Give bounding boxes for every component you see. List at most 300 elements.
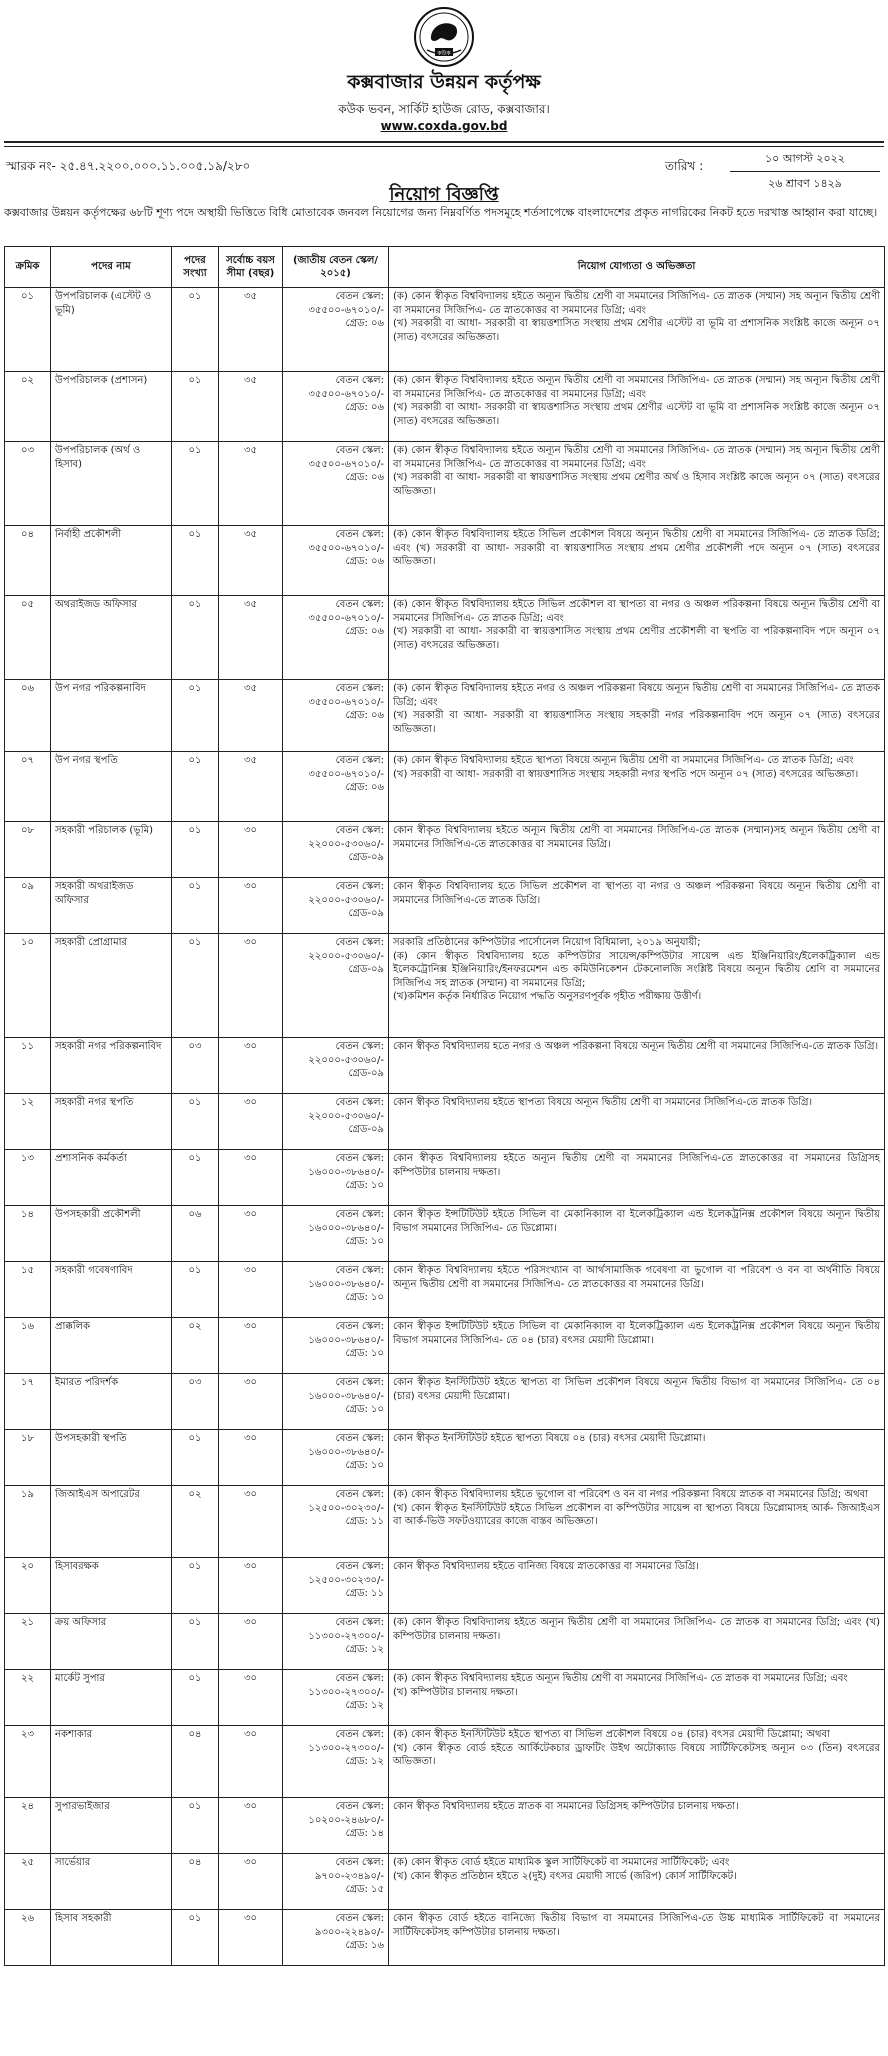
pay-scale-line: গ্রেড: ১৫ [345, 1884, 384, 1895]
pay-scale-line: ১৬০০০-৩৮৬৪০/- [308, 1278, 384, 1290]
row-post-name: মার্কেট সুপার [51, 1670, 172, 1726]
pay-scale-line: ১২৫০০-৩০২৩০/- [308, 1502, 384, 1514]
row-max-age: ৩০ [219, 1798, 283, 1854]
row-post-count: ০১ [172, 878, 219, 934]
requirement-paragraph: (খ) কোন স্বীকৃত ইনস্টিটিউট হইতে সিভিল প্রকৌশল বা কম্পিউটার সায়েন্স বা স্থাপত্য বিষয়ে ডিপ্লোমাসহ আর্ক- জিআইএস বা আর্ক-ভিউ সফটওয়্যারের কাজে বাস্তব অভিজ্ঞতা। [393, 1502, 880, 1527]
requirement-paragraph: (খ) সরকারী বা আধা- সরকারী বা স্বায়ত্তশাসিত সংস্থায় প্রথম শ্রেণীর প্রকৌশলী বা স্থপতি বা পরিকল্পনাবিদ পদে অন্যূন ০৭ (সাত) বৎসরের অভিজ্ঞতা। [393, 626, 880, 651]
pay-scale-line: বেতন স্কেল: [335, 755, 384, 766]
row-serial: ০৫ [5, 596, 51, 680]
table-row [5, 1430, 885, 1486]
pay-scale-line: ২২০০০-৫৩০৬০/- [308, 894, 384, 906]
row-serial: ১৯ [5, 1486, 51, 1558]
pay-scale-line: গ্রেড: ১০ [345, 1348, 384, 1359]
pay-scale-line: ৩৫৫০০-৬৭০১০/- [308, 768, 384, 780]
requirement-paragraph: কোন স্বীকৃত বিশ্ববিদ্যালয় হতে সিভিল প্রকৌশল বা স্থাপত্য বা নগর ও অঞ্চল পরিকল্পনা বিষয়ে অন্যূন দ্বিতীয় শ্রেণী বা সমমানের সিজিপিএ-তে স্নাতক ডিগ্রি। [393, 881, 880, 906]
row-post-count: ০৩ [172, 1374, 219, 1430]
row-requirements [389, 1038, 885, 1094]
row-requirements [389, 752, 885, 822]
row-max-age: ৩০ [219, 878, 283, 934]
table-row [5, 1318, 885, 1374]
row-pay-scale [283, 1206, 389, 1262]
requirement-paragraph: (ক) কোন স্বীকৃত বিশ্ববিদ্যালয় হইতে সিভিল প্রকৌশল বা স্থাপত্য বা নগর ও অঞ্চল পরিকল্পনা বিষয়ে অন্যূন দ্বিতীয় শ্রেণী বা সমমানের সিজিপিএ- তে স্নাতক ডিগ্রি; এবং [393, 599, 880, 624]
row-post-count: ০১ [172, 1798, 219, 1854]
table-row [5, 1262, 885, 1318]
pay-scale-line: বেতন স্কেল: [335, 445, 384, 456]
pay-scale-line: ২২০০০-৫৩০৬০/- [308, 838, 384, 850]
logo-text: কউক [437, 50, 451, 57]
requirement-paragraph: (খ) সরকারী বা আধা- সরকারী বা স্বায়ত্তশাসিত সংস্থায় প্রথম শ্রেণীর এস্টেট বা ভূমি বা প্রশাসনিক সংশ্লিষ্ট কাজে অন্যূন ০৭ (সাত) বৎসরের অভিজ্ঞতা। [393, 318, 880, 343]
row-post-name: অথরাইজড অফিসার [51, 596, 172, 680]
pay-scale-line: গ্রেড: ১১ [345, 1516, 384, 1527]
row-pay-scale [283, 1854, 389, 1910]
pay-scale-line: ১১৩০০-২৭৩০০/- [308, 1742, 384, 1754]
row-requirements [389, 372, 885, 442]
table-row [5, 526, 885, 596]
row-pay-scale [283, 934, 389, 1038]
requirement-paragraph: (খ) সরকারী বা আধা- সরকারী বা স্বায়ত্তশাসিত সংস্থায় সহকারী নগর পরিকল্পনাবিদ পদে অন্যূন ০৭ (সাত) বৎসরের অভিজ্ঞতা। [393, 710, 880, 735]
pay-scale-line: ১১৩০০-২৭৩০০/- [308, 1686, 384, 1698]
row-pay-scale [283, 596, 389, 680]
row-serial: ০৩ [5, 442, 51, 526]
requirement-paragraph: সরকারি প্রতিষ্ঠানের কম্পিউটার পার্সোনেল নিয়োগ বিধিমালা, ২০১৯ অনুযায়ী; [393, 937, 701, 948]
row-max-age: ৩০ [219, 1374, 283, 1430]
table-body [5, 288, 885, 1966]
row-post-name: জিআইএস অপারেটর [51, 1486, 172, 1558]
pay-scale-line: বেতন স্কেল: [335, 1153, 384, 1164]
pay-scale-line: গ্রেড: ০৬ [345, 626, 384, 637]
requirement-paragraph: (ক) কোন স্বীকৃত বিশ্ববিদ্যালয় হতে কম্পিউটার সায়েন্স/কম্পিউটার সায়েন্স এন্ড ইঞ্জিনিয়ারিং/ইলেকট্রিক্যাল এন্ড ইলেকট্রোনিক্স ইঞ্জিনিয়ারিং/ইনফরমেশন এন্ড কমিউনিকেশন টেকনোলজি সংশ্লিষ্ট বিষয়ে অন্যূন দ্বিতীয় শ্রেণি বা সমমানের সিজিপিএ সহ স্নাতক (সম্মান) বা সমমানের ডিগ্রি; [393, 950, 880, 989]
pay-scale-line: ৩৫৫০০-৬৭০১০/- [308, 542, 384, 554]
pay-scale-line: গ্রেড: ০৬ [345, 782, 384, 793]
table-row [5, 680, 885, 752]
row-serial: ১৬ [5, 1318, 51, 1374]
row-pay-scale [283, 1558, 389, 1614]
pay-scale-line: ১১৩০০-২৭৩০০/- [308, 1630, 384, 1642]
pay-scale-line: ১৬০০০-৩৮৬৪০/- [308, 1222, 384, 1234]
requirement-paragraph: কোন স্বীকৃত বিশ্ববিদ্যালয় হইতে স্নাতক বা সমমানের ডিগ্রিসহ কম্পিউটার চালনায় দক্ষতা। [393, 1801, 739, 1812]
row-post-name: সহকারী নগর স্থপতি [51, 1094, 172, 1150]
row-post-name: প্রশাসনিক কর্মকর্তা [51, 1150, 172, 1206]
pay-scale-line: বেতন স্কেল: [335, 825, 384, 836]
row-pay-scale [283, 1726, 389, 1798]
pay-scale-line: ২২০০০-৫৩০৬০/- [308, 1110, 384, 1122]
row-serial: ০৪ [5, 526, 51, 596]
row-max-age: ৩০ [219, 1854, 283, 1910]
pay-scale-line: গ্রেড: ১২ [345, 1756, 384, 1767]
pay-scale-line: গ্রেড: ০৬ [345, 472, 384, 483]
pay-scale-line: গ্রেড: ০৬ [345, 402, 384, 413]
table-row [5, 1558, 885, 1614]
row-post-count: ০২ [172, 1486, 219, 1558]
row-pay-scale [283, 1318, 389, 1374]
row-requirements [389, 1262, 885, 1318]
row-requirements [389, 1150, 885, 1206]
pay-scale-line: ৩৫৫০০-৬৭০১০/- [308, 304, 384, 316]
table-row [5, 822, 885, 878]
row-serial: ২৬ [5, 1910, 51, 1966]
pay-scale-line: ২২০০০-৫৩০৬০/- [308, 950, 384, 962]
row-requirements [389, 1486, 885, 1558]
row-pay-scale [283, 822, 389, 878]
header-requirements: নিয়োগ যোগ্যতা ও অভিজ্ঞতা [389, 247, 885, 288]
row-requirements [389, 1614, 885, 1670]
row-pay-scale [283, 1262, 389, 1318]
notice-title: নিয়োগ বিজ্ঞপ্তি [389, 184, 499, 205]
table-row [5, 442, 885, 526]
requirement-paragraph: (ক) কোন স্বীকৃত বোর্ড হইতে মাধ্যমিক স্কুল সার্টিফিকেট বা সমমানের সার্টিফিকেট; এবং [393, 1857, 730, 1868]
row-post-name: হিসাব সহকারী [51, 1910, 172, 1966]
row-max-age: ৩৫ [219, 596, 283, 680]
pay-scale-line: গ্রেড: ১০ [345, 1292, 384, 1303]
row-requirements [389, 1854, 885, 1910]
pay-scale-line: বেতন স্কেল: [335, 1041, 384, 1052]
row-serial: ২০ [5, 1558, 51, 1614]
requirement-paragraph: কোন স্বীকৃত বিশ্ববিদ্যালয় হইতে অন্যূন দ্বিতীয় শ্রেণী বা সমমানের সিজিপিএ-তে স্নাতকোত্তর বা সমমানের ডিগ্রিসহ কম্পিউটার চালনায় দক্ষতা। [393, 1153, 880, 1178]
requirement-paragraph: (খ) সরকারী বা আধা- সরকারী বা স্বায়ত্তশাসিত সংস্থায় প্রথম শ্রেণীর এস্টেট বা ভূমি বা প্রশাসনিক সংশ্লিষ্ট কাজে অন্যূন ০৭ (সাত) বৎসরের অভিজ্ঞতা। [393, 402, 880, 427]
row-pay-scale [283, 1798, 389, 1854]
table-row [5, 1206, 885, 1262]
row-max-age: ৩০ [219, 822, 283, 878]
row-pay-scale [283, 1486, 389, 1558]
row-requirements [389, 288, 885, 372]
table-row [5, 596, 885, 680]
row-post-name: উপপরিচালক (প্রশাসন) [51, 372, 172, 442]
row-post-count: ০১ [172, 372, 219, 442]
date-bangla: ২৬ শ্রাবণ ১৪২৯ [768, 177, 842, 190]
pay-scale-line: গ্রেড-০৯ [348, 964, 384, 975]
pay-scale-line: গ্রেড: ১২ [345, 1644, 384, 1655]
pay-scale-line: গ্রেড: ০৬ [345, 556, 384, 567]
row-post-name: উপপরিচালক (এস্টেট ও ভূমি) [51, 288, 172, 372]
row-post-count: ০২ [172, 1318, 219, 1374]
requirement-paragraph: (খ) সরকারী বা আধা- সরকারী বা স্বায়ত্তশাসিত সংস্থায় প্রথম শ্রেণীর অর্থ ও হিসাব সংশ্লিষ্ট কাজে অন্যূন ০৭ (সাত) বৎসরের অভিজ্ঞতা। [393, 472, 880, 497]
pay-scale-line: ১৬০০০-৩৮৬৪০/- [308, 1334, 384, 1346]
pay-scale-line: গ্রেড: ১০ [345, 1180, 384, 1191]
organization-name: কক্সবাজার উন্নয়ন কর্তৃপক্ষ [347, 71, 541, 93]
requirement-paragraph: কোন স্বীকৃত ইন্সটিটিউট হইতে সিভিল বা মেকানিক্যাল বা ইলেকট্রিক্যাল এন্ড ইলেকট্রনিক্স প্রকৌশল বিষয়ে অন্যূন দ্বিতীয় বিভাগ সমমানের সিজিপিএ- তে ডিপ্লোমা। [393, 1209, 880, 1234]
row-post-name: উপসহকারী স্থপতি [51, 1430, 172, 1486]
row-post-name: সহকারী অথরাইজড অফিসার [51, 878, 172, 934]
row-pay-scale [283, 878, 389, 934]
row-pay-scale [283, 1910, 389, 1966]
memo-number: স্মারক নং- ২৫.৪৭.২২০০.০০০.১১.০০৫.১৯/২৮০ [6, 159, 251, 173]
pay-scale-line: বেতন স্কেল: [335, 1673, 384, 1684]
row-requirements [389, 526, 885, 596]
row-post-name: সহকারী গবেষণাবিদ [51, 1262, 172, 1318]
row-post-name: প্রাক্কলিক [51, 1318, 172, 1374]
row-post-name: সহকারী নগর পরিকল্পনাবিদ [51, 1038, 172, 1094]
row-serial: ০৭ [5, 752, 51, 822]
row-post-count: ০১ [172, 1910, 219, 1966]
row-serial: ২৩ [5, 1726, 51, 1798]
requirement-paragraph: (ক) কোন স্বীকৃত বিশ্ববিদ্যালয় হইতে নগর ও অঞ্চল পরিকল্পনা বিষয়ে অন্যূন দ্বিতীয় শ্রেণী বা সমমানের সিজিপিএ- তে স্নাতক ডিগ্রি; এবং [393, 683, 880, 708]
pay-scale-line: ৩৫৫০০-৬৭০১০/- [308, 388, 384, 400]
pay-scale-line: গ্রেড: ১৬ [345, 1940, 384, 1951]
table-row [5, 1094, 885, 1150]
row-serial: ০৯ [5, 878, 51, 934]
requirement-paragraph: (ক) কোন স্বীকৃত বিশ্ববিদ্যালয় হইতে অন্যূন দ্বিতীয় শ্রেণী বা সমমানের সিজিপিএ- তে স্নাতক বা সমমানের ডিগ্রি; এবং [393, 1673, 848, 1684]
row-max-age: ৩০ [219, 1558, 283, 1614]
row-post-name: ইমারত পরিদর্শক [51, 1374, 172, 1430]
row-max-age: ৩৫ [219, 288, 283, 372]
row-pay-scale [283, 1150, 389, 1206]
row-serial: ২২ [5, 1670, 51, 1726]
row-requirements [389, 1558, 885, 1614]
table-row [5, 752, 885, 822]
pay-scale-line: গ্রেড: ১০ [345, 1404, 384, 1415]
pay-scale-line: বেতন স্কেল: [335, 1857, 384, 1868]
pay-scale-line: ১৬০০০-৩৮৬৪০/- [308, 1390, 384, 1402]
row-pay-scale [283, 1614, 389, 1670]
row-serial: ১৮ [5, 1430, 51, 1486]
row-post-count: ০১ [172, 752, 219, 822]
row-max-age: ৩০ [219, 934, 283, 1038]
requirement-paragraph: (ক) কোন স্বীকৃত বিশ্ববিদ্যালয় হইতে স্থাপত্য বিষয়ে অন্যূন দ্বিতীয় শ্রেণী বা সমমানের সিজিপিএ- তে স্নাতক ডিগ্রি; এবং [393, 755, 854, 766]
pay-scale-line: গ্রেড: ০৬ [345, 710, 384, 721]
row-post-name: ক্রয় অফিসার [51, 1614, 172, 1670]
row-post-name: উপপরিচালক (অর্থ ও হিসাব) [51, 442, 172, 526]
row-max-age: ৩০ [219, 1726, 283, 1798]
organization-website-link[interactable]: www.coxda.gov.bd [380, 119, 508, 133]
row-requirements [389, 1094, 885, 1150]
pay-scale-line: বেতন স্কেল: [335, 529, 384, 540]
row-post-name: সহকারী প্রোগ্রামার [51, 934, 172, 1038]
requirement-paragraph: (খ)কমিশন কর্তৃক নির্ধারিত নিয়োগ পদ্ধতি অনুসরণপূর্বক গৃহীত পরীক্ষায় উত্তীর্ণ। [393, 991, 702, 1002]
requirement-paragraph: কোন স্বীকৃত বিশ্ববিদ্যালয় হইতে অন্যূন দ্বিতীয় শ্রেণী বা সমমানের সিজিপিএ-তে স্নাতক (সম্মান)সহ অন্যূন দ্বিতীয় শ্রেণী বা সমমানের সিজিপিএ-তে স্নাতকোত্তর বা সমমানের ডিগ্রি। [393, 825, 880, 850]
pay-scale-line: ৩৫৫০০-৬৭০১০/- [308, 612, 384, 624]
pay-scale-line: গ্রেড-০৯ [348, 908, 384, 919]
row-pay-scale [283, 1374, 389, 1430]
row-post-name: উপ নগর স্থপতি [51, 752, 172, 822]
row-post-count: ০১ [172, 1430, 219, 1486]
row-post-count: ০১ [172, 442, 219, 526]
requirement-paragraph: (খ) কোন স্বীকৃত প্রতিষ্ঠান হইতে ২(দুই) বৎসর মেয়াদী সার্ভে (জরিপ) কোর্স সার্টিফিকেট। [393, 1870, 737, 1882]
pay-scale-line: ২২০০০-৫৩০৬০/- [308, 1054, 384, 1066]
row-post-count: ০৪ [172, 1854, 219, 1910]
row-serial: ০৮ [5, 822, 51, 878]
organization-address: কউক ভবন, সার্কিট হাউজ রোড, কক্সবাজার। [338, 102, 550, 116]
notice-intro: কক্সবাজার উন্নয়ন কর্তৃপক্ষের ৬৮টি শূণ্য পদে অস্থায়ী ভিত্তিতে বিধি মোতাবেক জনবল নিয়োগের জন্য নিম্নবর্ণিত পদসমূহে শর্তসাপেক্ষে বাংলাদেশের প্রকৃত নাগরিকের নিকট হতে দরখাস্ত আহ্বান করা যাচ্ছে। [4, 206, 878, 219]
row-requirements [389, 1910, 885, 1966]
pay-scale-line: বেতন স্কেল: [335, 291, 384, 302]
row-post-count: ০১ [172, 822, 219, 878]
row-post-count: ০১ [172, 1670, 219, 1726]
pay-scale-line: বেতন স্কেল: [335, 1561, 384, 1572]
row-requirements [389, 878, 885, 934]
row-max-age: ৩০ [219, 1150, 283, 1206]
row-post-count: ০১ [172, 288, 219, 372]
requirement-paragraph: (খ) কোন স্বীকৃত বোর্ড হইতে আর্কিটেকচার ড্রাফটিং উইথ অটোক্যাড বিষয়ে সার্টিফিকেটসহ অন্যূন ০৩ (তিন) বৎসরের অভিজ্ঞতা। [393, 1742, 880, 1767]
pay-scale-line: গ্রেড-০৯ [348, 1124, 384, 1135]
row-requirements [389, 680, 885, 752]
requirement-paragraph: কোন স্বীকৃত ইনস্টিটিউট হইতে স্থাপত্য বা সিভিল প্রকৌশল বিষয়ে অন্যূন দ্বিতীয় বিভাগ বা সমমানের সিজিপিএ- তে ০৪ (চার) বৎসর মেয়াদী ডিপ্লোমা। [393, 1377, 880, 1402]
row-post-count: ০১ [172, 526, 219, 596]
pay-scale-line: বেতন স্কেল: [335, 1209, 384, 1220]
pay-scale-line: বেতন স্কেল: [335, 1729, 384, 1740]
row-serial: ১৫ [5, 1262, 51, 1318]
pay-scale-line: বেতন স্কেল: [335, 599, 384, 610]
requirement-paragraph: (ক) কোন স্বীকৃত বিশ্ববিদ্যালয় হইতে অন্যূন দ্বিতীয় শ্রেণী বা সমমানের সিজিপিএ- তে স্নাতক (সম্মান) সহ অন্যূন দ্বিতীয় শ্রেণী বা সমমানের সিজিপিএ- তে স্নাতকোত্তর বা সমমানের ডিগ্রি; এবং [393, 291, 880, 316]
row-post-count: ০১ [172, 1558, 219, 1614]
row-post-name: সুপারভাইজার [51, 1798, 172, 1854]
pay-scale-line: বেতন স্কেল: [335, 1265, 384, 1276]
row-requirements [389, 822, 885, 878]
row-requirements [389, 1798, 885, 1854]
row-requirements [389, 1374, 885, 1430]
row-post-count: ০১ [172, 596, 219, 680]
table-row [5, 1150, 885, 1206]
row-max-age: ৩০ [219, 1094, 283, 1150]
row-pay-scale [283, 1038, 389, 1094]
requirement-paragraph: (ক) কোন স্বীকৃত ইনস্টিটিউট হইতে স্থাপত্য বা সিভিল প্রকৌশল বিষয়ে ০৪ (চার) বৎসর মেয়াদী ডিপ্লোমা; অথবা [393, 1729, 830, 1740]
row-pay-scale [283, 680, 389, 752]
table-row [5, 1374, 885, 1430]
pay-scale-line: গ্রেড: ১৪ [345, 1828, 384, 1839]
row-pay-scale [283, 288, 389, 372]
row-requirements [389, 596, 885, 680]
row-max-age: ৩৫ [219, 526, 283, 596]
table-row [5, 1486, 885, 1558]
row-post-count: ০৬ [172, 1206, 219, 1262]
row-pay-scale [283, 1430, 389, 1486]
date-label: তারিখ : [665, 159, 704, 173]
row-serial: ১৭ [5, 1374, 51, 1430]
row-post-count: ০১ [172, 1094, 219, 1150]
pay-scale-line: বেতন স্কেল: [335, 1489, 384, 1500]
pay-scale-line: বেতন স্কেল: [335, 937, 384, 948]
pay-scale-line: ১২৫০০-৩০২৩০/- [308, 1574, 384, 1586]
row-serial: ০২ [5, 372, 51, 442]
requirement-paragraph: (ক) কোন স্বীকৃত বিশ্ববিদ্যালয় হইতে অন্যূন দ্বিতীয় শ্রেণী বা সমমানের সিজিপিএ- তে স্নাতক (সম্মান) সহ অন্যূন দ্বিতীয় শ্রেণী বা সমমানের সিজিপিএ- তে স্নাতকোত্তর বা সমমানের ডিগ্রি; এবং [393, 375, 880, 400]
row-pay-scale [283, 752, 389, 822]
pay-scale-line: বেতন স্কেল: [335, 375, 384, 386]
row-max-age: ৩০ [219, 1670, 283, 1726]
row-max-age: ৩০ [219, 1206, 283, 1262]
row-serial: ০১ [5, 288, 51, 372]
requirement-paragraph: কোন স্বীকৃত ইনস্টিটিউট হইতে স্থাপত্য বিষয়ে ০৪ (চার) বৎসর মেয়াদী ডিপ্লোমা। [393, 1433, 706, 1444]
pay-scale-line: ৯৩০০-২২৪৯০/- [314, 1926, 384, 1938]
requirement-paragraph: (ক) কোন স্বীকৃত বিশ্ববিদ্যালয় হইতে অন্যূন দ্বিতীয় শ্রেণী বা সমমানের সিজিপিএ- তে স্নাতক (সম্মান) সহ অন্যূন দ্বিতীয় শ্রেণী বা সমমানের সিজিপিএ- তে স্নাতকোত্তর বা সমমানের ডিগ্রি; এবং [393, 445, 880, 470]
row-pay-scale [283, 1094, 389, 1150]
table-row [5, 1854, 885, 1910]
requirement-paragraph: (ক) কোন স্বীকৃত বিশ্ববিদ্যালয় হইতে সিভিল প্রকৌশল বিষয়ে অন্যূন দ্বিতীয় শ্রেণী বা সমমানের সিজিপিএ- তে স্নাতক ডিগ্রি; এবং (খ) সরকারী বা আধা- সরকারী বা স্বায়ত্তশাসিত সংস্থায় প্রথম শ্রেণীর প্রকৌশলী পদে অন্যূন ০৭ (সাত) বৎসরের অভিজ্ঞতা। [393, 529, 880, 567]
posts-table [4, 246, 885, 1966]
header-post-name: পদের নাম [51, 247, 172, 288]
table-row [5, 1670, 885, 1726]
row-max-age: ৩০ [219, 1614, 283, 1670]
requirement-paragraph: কোন স্বীকৃত ইন্সটিটিউট হইতে সিভিল বা মেকানিক্যাল বা ইলেকট্রিক্যাল এন্ড ইলেকট্রনিক্স প্রকৌশল বিষয়ে অন্যূন দ্বিতীয় বিভাগ সমমানের সিজিপিএ- তে ০৪ (চার) বৎসর মেয়াদী ডিপ্লোমা। [393, 1321, 880, 1346]
header-serial: ক্রমিক [5, 247, 51, 288]
table-row [5, 1726, 885, 1798]
pay-scale-line: গ্রেড: ১২ [345, 1700, 384, 1711]
row-serial: ২১ [5, 1614, 51, 1670]
pay-scale-line: বেতন স্কেল: [335, 1097, 384, 1108]
row-post-name: হিসাবরক্ষক [51, 1558, 172, 1614]
pay-scale-line: ৩৫৫০০-৬৭০১০/- [308, 696, 384, 708]
row-pay-scale [283, 526, 389, 596]
pay-scale-line: ১৬০০০-৩৮৬৪০/- [308, 1166, 384, 1178]
pay-scale-line: গ্রেড: ০৬ [345, 318, 384, 329]
row-serial: ১৪ [5, 1206, 51, 1262]
row-post-count: ০১ [172, 1262, 219, 1318]
row-pay-scale [283, 1670, 389, 1726]
header-pay-scale: (জাতীয় বেতন স্কেল/২০১৫) [283, 247, 389, 288]
table-header-row [5, 247, 885, 288]
table-row [5, 1038, 885, 1094]
row-requirements [389, 1206, 885, 1262]
requirement-paragraph: কোন স্বীকৃত বিশ্ববিদ্যালয় হইতে স্থাপত্য বিষয়ে অন্যূন দ্বিতীয় শ্রেণী বা সমমানের সিজিপিএ-তে স্নাতক ডিগ্রি। [393, 1097, 813, 1108]
row-requirements [389, 1318, 885, 1374]
row-serial: ১০ [5, 934, 51, 1038]
row-serial: ১১ [5, 1038, 51, 1094]
coxda-logo-emblem [413, 6, 475, 68]
table-row [5, 288, 885, 372]
row-max-age: ৩০ [219, 1430, 283, 1486]
requirement-paragraph: কোন স্বীকৃত বোর্ড হইতে বানিজ্যে দ্বিতীয় বিভাগ বা সমমানের সিজিপিএ-তে উচ্চ মাধ্যমিক সার্টিফিকেট বা সমমানের সার্টিফিকেটসহ কম্পিউটার চালনায় দক্ষতা। [393, 1913, 880, 1938]
row-post-count: ০৪ [172, 1726, 219, 1798]
row-requirements [389, 934, 885, 1038]
row-post-name: সার্ভেয়ার [51, 1854, 172, 1910]
table-row [5, 1798, 885, 1854]
row-max-age: ৩০ [219, 1262, 283, 1318]
row-serial: ০৬ [5, 680, 51, 752]
row-max-age: ৩৫ [219, 372, 283, 442]
requirement-paragraph: (খ) সরকারী বা আধা- সরকারী বা স্বায়ত্তশাসিত সংস্থায় সহকারী নগর স্থপতি পদে অন্যূন ০৭ (সাত) বৎসরের অভিজ্ঞতা। [393, 768, 859, 780]
row-post-count: ০১ [172, 1614, 219, 1670]
row-requirements [389, 1726, 885, 1798]
pay-scale-line: গ্রেড-০৯ [348, 1068, 384, 1079]
pay-scale-line: বেতন স্কেল: [335, 1377, 384, 1388]
row-pay-scale [283, 442, 389, 526]
row-post-count: ০৩ [172, 1038, 219, 1094]
pay-scale-line: বেতন স্কেল: [335, 1913, 384, 1924]
pay-scale-line: গ্রেড: ১০ [345, 1236, 384, 1247]
requirement-paragraph: কোন স্বীকৃত বিশ্ববিদ্যালয় হইতে বানিজ্য বিষয়ে স্নাতকোত্তর বা সমমানের ডিগ্রি। [393, 1561, 699, 1572]
header-divider-thin [4, 146, 884, 147]
row-max-age: ৩৫ [219, 680, 283, 752]
table-row [5, 878, 885, 934]
row-max-age: ৩০ [219, 1486, 283, 1558]
row-serial: ২৫ [5, 1854, 51, 1910]
header-max-age: সর্বোচ্চ বয়স সীমা (বছর) [219, 247, 283, 288]
header-divider [4, 141, 884, 143]
row-post-count: ০১ [172, 680, 219, 752]
row-post-name: নির্বাহী প্রকৌশলী [51, 526, 172, 596]
row-post-name: উপ নগর পরিকল্পনাবিদ [51, 680, 172, 752]
row-serial: ১২ [5, 1094, 51, 1150]
row-max-age: ৩৫ [219, 752, 283, 822]
row-max-age: ৩০ [219, 1318, 283, 1374]
pay-scale-line: বেতন স্কেল: [335, 881, 384, 892]
row-pay-scale [283, 372, 389, 442]
pay-scale-line: বেতন স্কেল: [335, 1801, 384, 1812]
row-serial: ২৪ [5, 1798, 51, 1854]
table-row [5, 934, 885, 1038]
requirement-paragraph: (ক) কোন স্বীকৃত বিশ্ববিদ্যালয় হইতে ভূগোল বা পরিবেশ ও বন বা নগর পরিকল্পনা বিষয়ে স্নাতক বা সমমানের ডিগ্রি; অথবা [393, 1489, 869, 1500]
table-row [5, 1614, 885, 1670]
row-post-name: নকশাকার [51, 1726, 172, 1798]
pay-scale-line: ৩৫৫০০-৬৭০১০/- [308, 458, 384, 470]
row-serial: ১৩ [5, 1150, 51, 1206]
pay-scale-line: বেতন স্কেল: [335, 1433, 384, 1444]
pay-scale-line: গ্রেড-০৯ [348, 852, 384, 863]
row-post-count: ০১ [172, 1150, 219, 1206]
row-post-name: উপসহকারী প্রকৌশলী [51, 1206, 172, 1262]
date-english: ১০ আগস্ট ২০২২ [730, 150, 880, 172]
pay-scale-line: গ্রেড: ১০ [345, 1460, 384, 1471]
row-max-age: ৩৫ [219, 442, 283, 526]
row-requirements [389, 1430, 885, 1486]
